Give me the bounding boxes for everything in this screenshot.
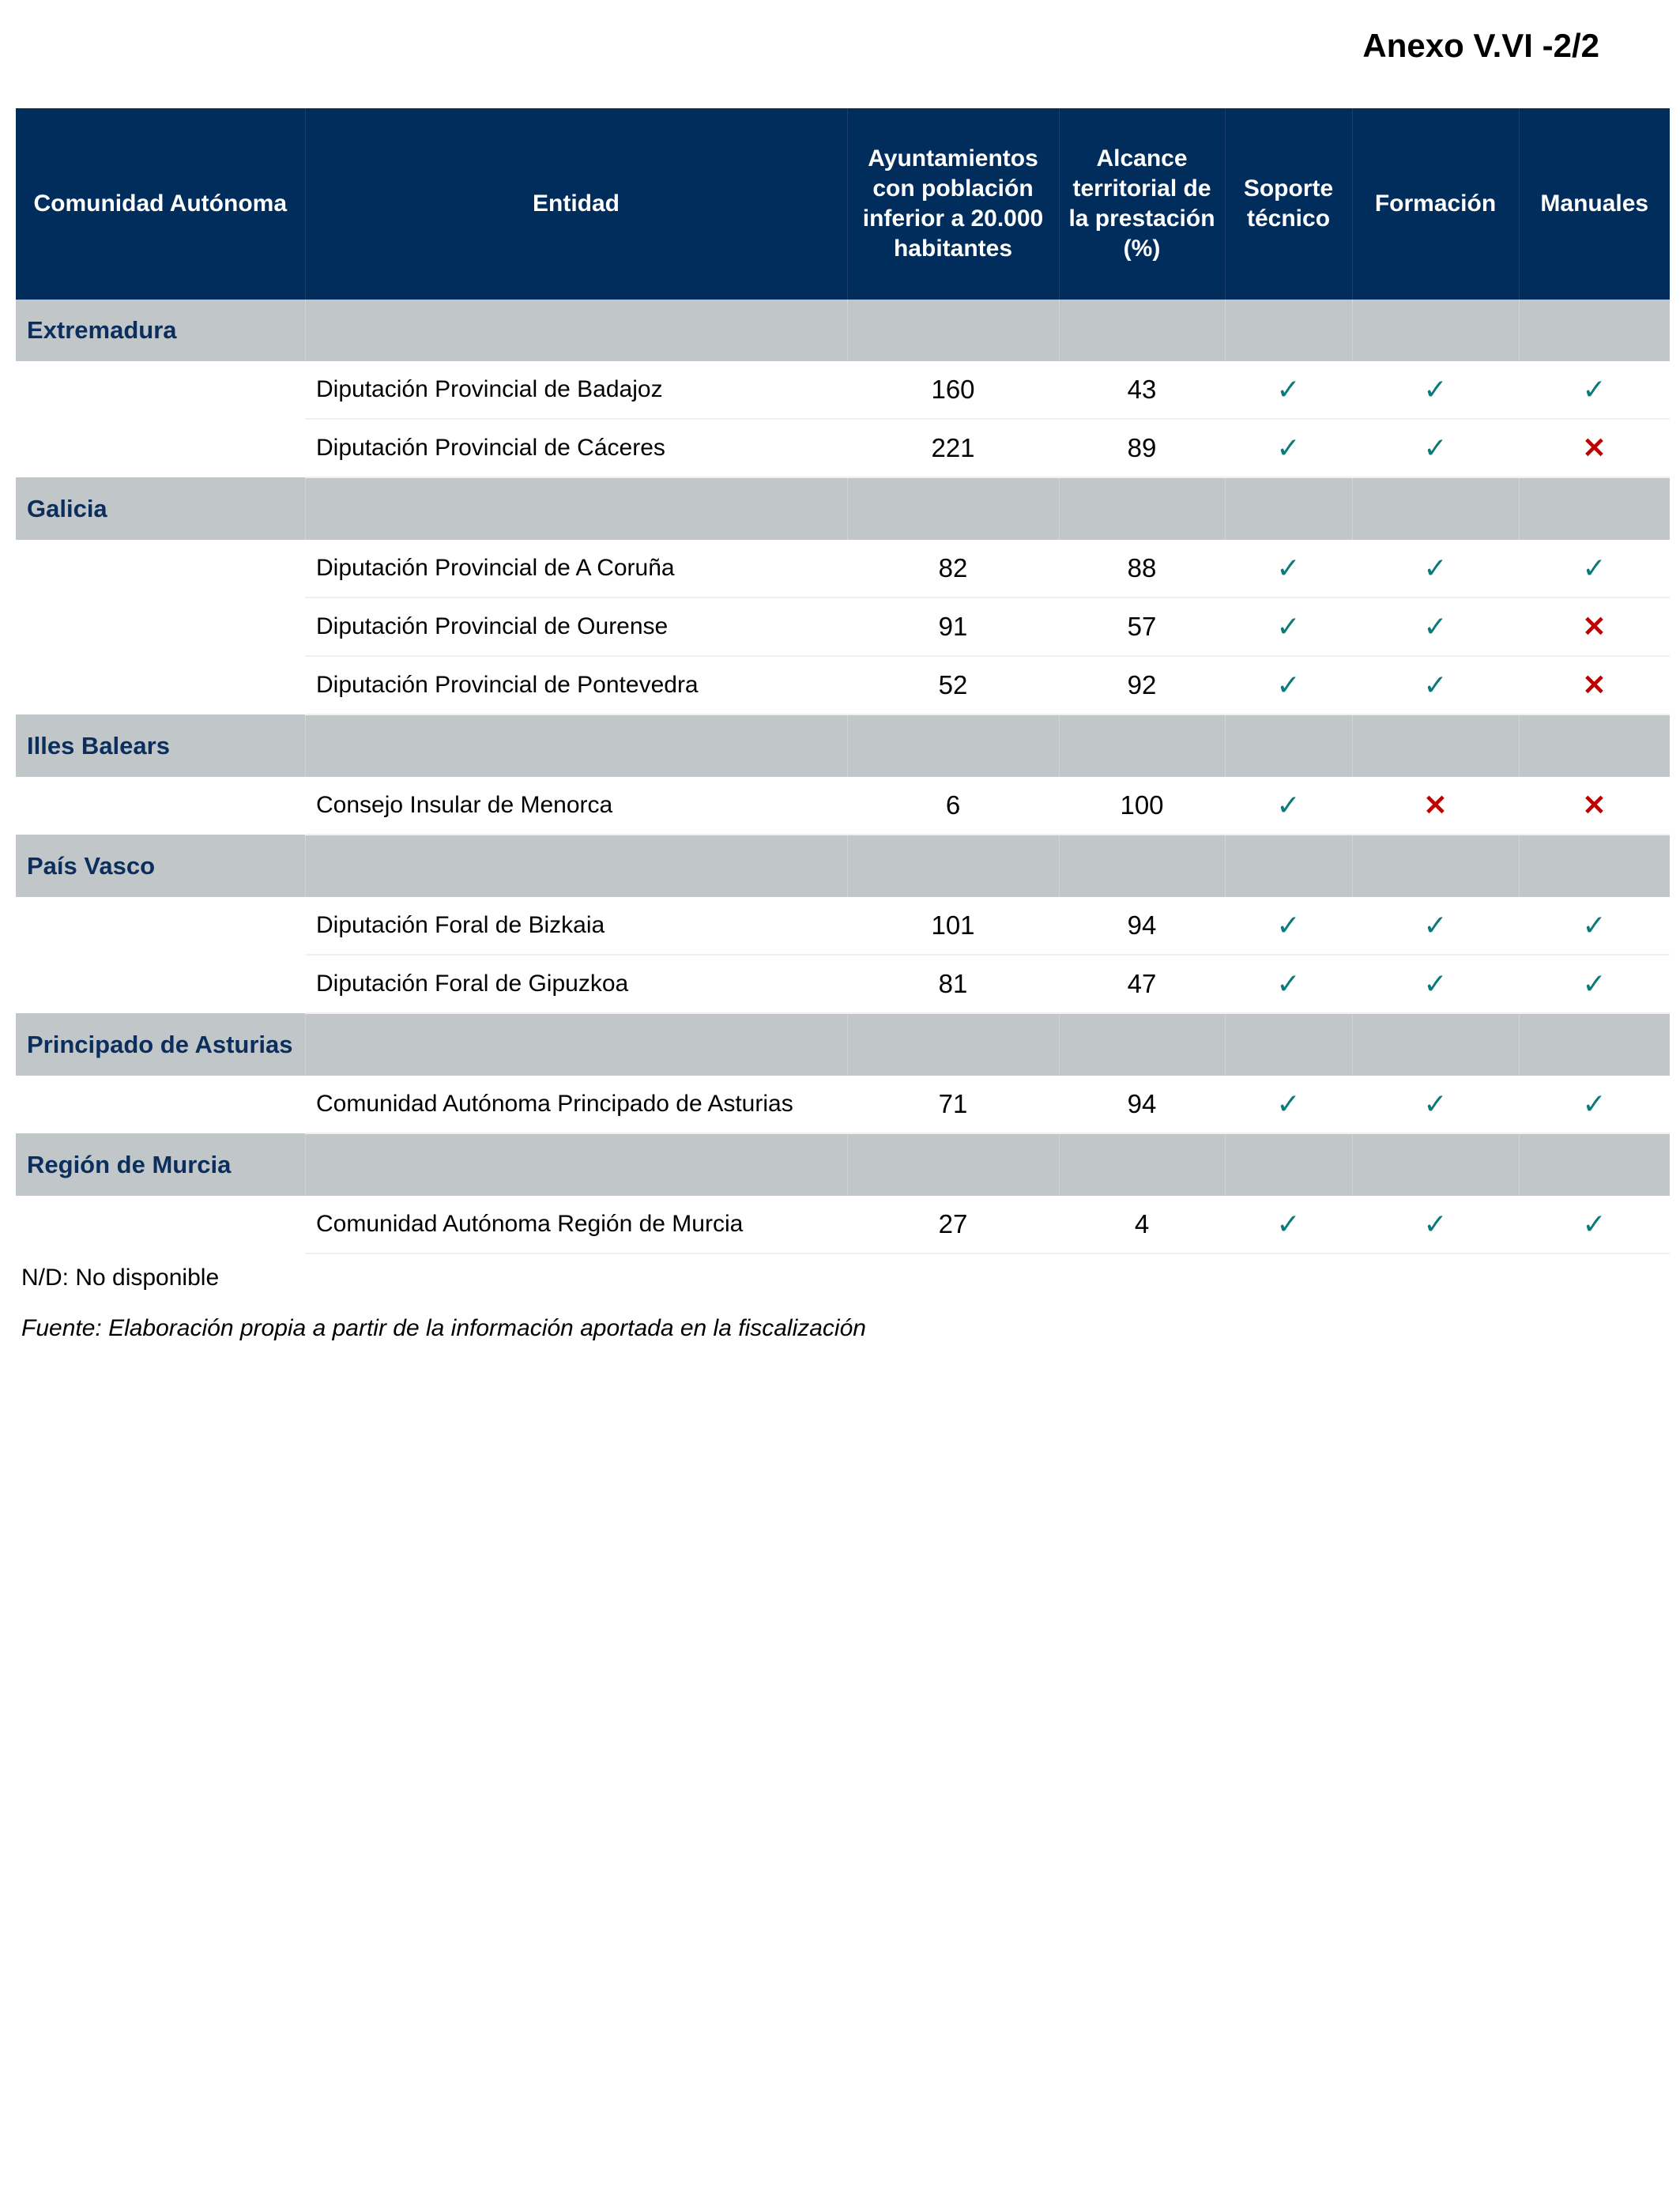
empty-cell	[16, 598, 305, 656]
header-ayuntamientos: Ayuntamientos con población inferior a 20.000 habitantes	[847, 108, 1059, 300]
soporte-cell	[1225, 419, 1352, 477]
check-icon: ✓	[1276, 610, 1301, 643]
ayuntamientos-cell: 6	[847, 777, 1059, 835]
table-row	[16, 656, 1670, 714]
alcance-cell: 100	[1059, 777, 1225, 835]
ayuntamientos-cell: 91	[847, 598, 1059, 656]
group-name: Principado de Asturias	[16, 1013, 305, 1076]
group-cell	[305, 300, 847, 361]
group-cell	[847, 477, 1059, 540]
manuales-cell	[1519, 777, 1670, 835]
check-icon: ✓	[1582, 373, 1607, 405]
check-icon: ✓	[1276, 552, 1301, 584]
group-cell	[1225, 1133, 1352, 1196]
group-cell	[1059, 300, 1225, 361]
cross-icon: ✕	[1582, 789, 1607, 821]
ayuntamientos-cell: 82	[847, 540, 1059, 598]
alcance-cell: 47	[1059, 955, 1225, 1013]
group-cell	[1059, 835, 1225, 897]
table-row	[16, 540, 1670, 598]
group-row	[16, 1013, 1670, 1076]
check-icon: ✓	[1423, 909, 1448, 941]
header-manuales: Manuales	[1519, 108, 1670, 300]
entidad-cell: Diputación Provincial de A Coruña	[305, 540, 847, 598]
group-name: Illes Balears	[16, 714, 305, 777]
table-row	[16, 1076, 1670, 1133]
check-icon: ✓	[1582, 1208, 1607, 1240]
group-cell	[1352, 714, 1519, 777]
soporte-cell	[1225, 598, 1352, 656]
group-cell	[1519, 835, 1670, 897]
group-row	[16, 714, 1670, 777]
entidad-cell: Diputación Provincial de Pontevedra	[305, 656, 847, 714]
group-cell	[1352, 300, 1519, 361]
formacion-cell	[1352, 419, 1519, 477]
manuales-cell	[1519, 1076, 1670, 1133]
entidad-cell: Diputación Provincial de Ourense	[305, 598, 847, 656]
manuales-cell	[1519, 955, 1670, 1013]
check-icon: ✓	[1276, 789, 1301, 821]
check-icon: ✓	[1582, 967, 1607, 1000]
empty-cell	[16, 1076, 305, 1133]
formacion-cell	[1352, 897, 1519, 955]
group-name: Región de Murcia	[16, 1133, 305, 1196]
cross-icon: ✕	[1582, 610, 1607, 643]
formacion-cell	[1352, 955, 1519, 1013]
formacion-cell	[1352, 656, 1519, 714]
table-row	[16, 361, 1670, 419]
group-cell	[1059, 1133, 1225, 1196]
ayuntamientos-cell: 52	[847, 656, 1059, 714]
header-soporte: Soporte técnico	[1225, 108, 1352, 300]
check-icon: ✓	[1276, 967, 1301, 1000]
formacion-cell	[1352, 777, 1519, 835]
manuales-cell	[1519, 419, 1670, 477]
check-icon: ✓	[1276, 909, 1301, 941]
cross-icon: ✕	[1582, 432, 1607, 464]
source-text: : Elaboración propia a partir de la información aportada en la fiscalización	[95, 1315, 866, 1341]
ayuntamientos-cell: 160	[847, 361, 1059, 419]
note-nd: N/D: No disponible	[21, 1265, 220, 1291]
soporte-cell	[1225, 1076, 1352, 1133]
group-cell	[1225, 300, 1352, 361]
group-name: Extremadura	[16, 300, 305, 361]
empty-cell	[16, 419, 305, 477]
ayuntamientos-cell: 221	[847, 419, 1059, 477]
soporte-cell	[1225, 361, 1352, 419]
formacion-cell	[1352, 361, 1519, 419]
alcance-cell: 88	[1059, 540, 1225, 598]
check-icon: ✓	[1276, 1208, 1301, 1240]
check-icon: ✓	[1582, 1088, 1607, 1120]
alcance-cell: 92	[1059, 656, 1225, 714]
entidad-cell: Comunidad Autónoma Región de Murcia	[305, 1196, 847, 1253]
check-icon: ✓	[1276, 432, 1301, 464]
table-row	[16, 955, 1670, 1013]
group-row	[16, 477, 1670, 540]
group-cell	[847, 1013, 1059, 1076]
group-cell	[305, 477, 847, 540]
check-icon: ✓	[1423, 1208, 1448, 1240]
soporte-cell	[1225, 897, 1352, 955]
group-cell	[847, 300, 1059, 361]
group-name: País Vasco	[16, 835, 305, 897]
empty-cell	[16, 656, 305, 714]
formacion-cell	[1352, 540, 1519, 598]
manuales-cell	[1519, 656, 1670, 714]
group-cell	[1059, 1013, 1225, 1076]
check-icon: ✓	[1276, 1088, 1301, 1120]
group-cell	[1225, 477, 1352, 540]
soporte-cell	[1225, 1196, 1352, 1253]
empty-cell	[16, 361, 305, 419]
empty-cell	[16, 540, 305, 598]
group-cell	[1352, 1133, 1519, 1196]
source-note	[21, 1315, 866, 1342]
formacion-cell	[1352, 598, 1519, 656]
group-cell	[305, 1133, 847, 1196]
group-cell	[1352, 477, 1519, 540]
soporte-cell	[1225, 540, 1352, 598]
table-row	[16, 1196, 1670, 1253]
header-formacion: Formación	[1352, 108, 1519, 300]
alcance-cell: 89	[1059, 419, 1225, 477]
check-icon: ✓	[1423, 432, 1448, 464]
check-icon: ✓	[1276, 669, 1301, 701]
table-row	[16, 897, 1670, 955]
group-cell	[1519, 1133, 1670, 1196]
manuales-cell	[1519, 897, 1670, 955]
cross-icon: ✕	[1582, 669, 1607, 701]
group-cell	[305, 835, 847, 897]
empty-cell	[16, 897, 305, 955]
header-comunidad: Comunidad Autónoma	[16, 108, 305, 300]
entidad-cell: Diputación Provincial de Badajoz	[305, 361, 847, 419]
empty-cell	[16, 955, 305, 1013]
alcance-cell: 57	[1059, 598, 1225, 656]
group-cell	[1519, 1013, 1670, 1076]
header-alcance: Alcance territorial de la prestación (%)	[1059, 108, 1225, 300]
group-cell	[1225, 1013, 1352, 1076]
ayuntamientos-cell: 71	[847, 1076, 1059, 1133]
entidad-cell: Diputación Foral de Bizkaia	[305, 897, 847, 955]
cross-icon: ✕	[1423, 789, 1448, 821]
group-cell	[847, 714, 1059, 777]
check-icon: ✓	[1582, 552, 1607, 584]
check-icon: ✓	[1423, 967, 1448, 1000]
group-cell	[847, 1133, 1059, 1196]
alcance-cell: 43	[1059, 361, 1225, 419]
manuales-cell	[1519, 598, 1670, 656]
check-icon: ✓	[1276, 373, 1301, 405]
table-row	[16, 598, 1670, 656]
ayuntamientos-cell: 27	[847, 1196, 1059, 1253]
manuales-cell	[1519, 361, 1670, 419]
group-cell	[1225, 835, 1352, 897]
alcance-cell: 94	[1059, 1076, 1225, 1133]
manuales-cell	[1519, 540, 1670, 598]
annex-title: Anexo V.VI -2/2	[1362, 27, 1599, 64]
formacion-cell	[1352, 1076, 1519, 1133]
formacion-cell	[1352, 1196, 1519, 1253]
group-cell	[1519, 477, 1670, 540]
group-cell	[305, 714, 847, 777]
alcance-cell: 4	[1059, 1196, 1225, 1253]
entidad-cell: Diputación Foral de Gipuzkoa	[305, 955, 847, 1013]
group-name: Galicia	[16, 477, 305, 540]
group-cell	[1519, 300, 1670, 361]
group-cell	[847, 835, 1059, 897]
entidad-cell: Consejo Insular de Menorca	[305, 777, 847, 835]
group-cell	[1352, 835, 1519, 897]
group-cell	[305, 1013, 847, 1076]
check-icon: ✓	[1582, 909, 1607, 941]
soporte-cell	[1225, 777, 1352, 835]
check-icon: ✓	[1423, 373, 1448, 405]
group-cell	[1059, 477, 1225, 540]
data-table	[16, 108, 1670, 1254]
group-row	[16, 835, 1670, 897]
ayuntamientos-cell: 81	[847, 955, 1059, 1013]
group-cell	[1352, 1013, 1519, 1076]
alcance-cell: 94	[1059, 897, 1225, 955]
manuales-cell	[1519, 1196, 1670, 1253]
group-cell	[1059, 714, 1225, 777]
table-header-row	[16, 108, 1670, 300]
empty-cell	[16, 777, 305, 835]
check-icon: ✓	[1423, 552, 1448, 584]
ayuntamientos-cell: 101	[847, 897, 1059, 955]
entidad-cell: Comunidad Autónoma Principado de Asturias	[305, 1076, 847, 1133]
group-row	[16, 300, 1670, 361]
soporte-cell	[1225, 656, 1352, 714]
table-row	[16, 419, 1670, 477]
soporte-cell	[1225, 955, 1352, 1013]
group-cell	[1519, 714, 1670, 777]
source-label: Fuente	[21, 1315, 96, 1341]
group-row	[16, 1133, 1670, 1196]
table-row	[16, 777, 1670, 835]
check-icon: ✓	[1423, 610, 1448, 643]
empty-cell	[16, 1196, 305, 1253]
check-icon: ✓	[1423, 669, 1448, 701]
header-entidad: Entidad	[305, 108, 847, 300]
check-icon: ✓	[1423, 1088, 1448, 1120]
group-cell	[1225, 714, 1352, 777]
entidad-cell: Diputación Provincial de Cáceres	[305, 419, 847, 477]
